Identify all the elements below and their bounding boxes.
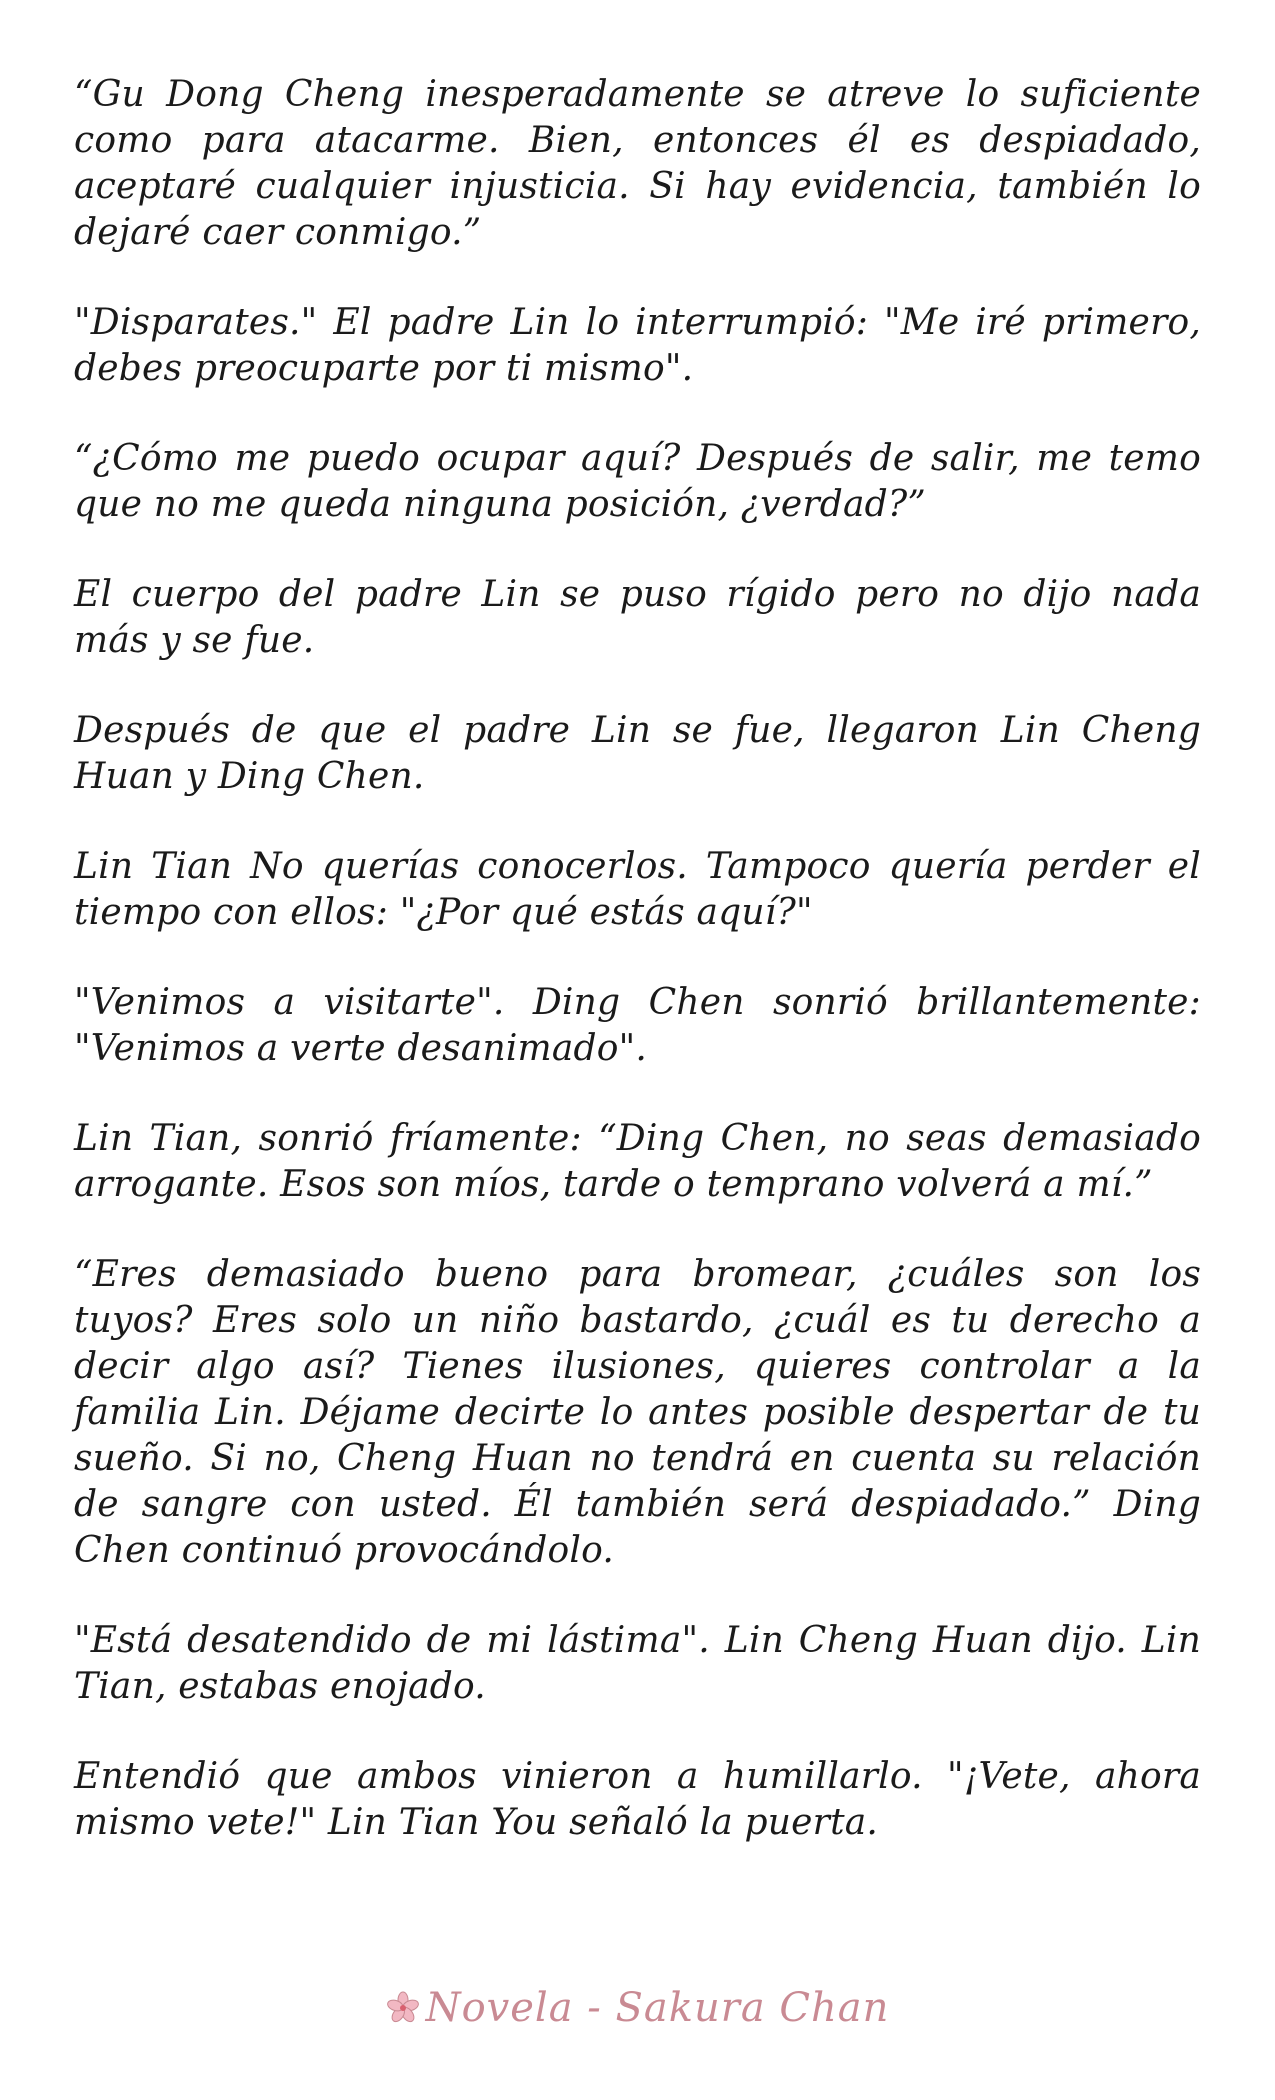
paragraph-2: "Disparates." El padre Lin lo interrumpió: "Me iré primero, debes preocuparte por ti mismo". xyxy=(74,302,1201,389)
footer-text: Novela - Sakura Chan xyxy=(425,1985,890,2031)
paragraph-6: Lin Tian No querías conocerlos. Tampoco quería perder el tiempo con ellos: "¿Por qué estás aquí?" xyxy=(74,846,1201,933)
paragraph-4: El cuerpo del padre Lin se puso rígido pero no dijo nada más y se fue. xyxy=(74,574,1201,661)
paragraph-1: “Gu Dong Cheng inesperadamente se atreve lo suficiente como para atacarme. Bien, entonces él es despiadado, aceptaré cualquier injusticia. Si hay evidencia, también lo dejaré caer conmigo.” xyxy=(74,74,1201,253)
paragraph-8: Lin Tian, sonrió fríamente: “Ding Chen, no seas demasiado arrogante. Esos son míos, tarde o temprano volverá a mí.” xyxy=(74,1118,1201,1205)
paragraph-3: “¿Cómo me puedo ocupar aquí? Después de salir, me temo que no me queda ninguna posición, ¿verdad?” xyxy=(74,438,1201,525)
paragraph-5: Después de que el padre Lin se fue, llegaron Lin Cheng Huan y Ding Chen. xyxy=(74,710,1201,797)
footer-watermark xyxy=(0,1985,1275,2031)
paragraph-7: "Venimos a visitarte". Ding Chen sonrió brillantemente: "Venimos a verte desanimado". xyxy=(74,982,1201,1069)
footer-brand xyxy=(386,1985,890,2031)
sakura-flower-icon xyxy=(386,1991,420,2025)
paragraph-9: “Eres demasiado bueno para bromear, ¿cuáles son los tuyos? Eres solo un niño bastardo, ¿cuál es tu derecho a decir algo así? Tienes ilusiones, quieres controlar a la familia Lin. Déjame decirte lo antes posible despertar de tu sueño. Si no, Cheng Huan no tendrá en cuenta su relación de sangre con usted. Él también será despiadado.” Ding Chen continuó provocándolo. xyxy=(74,1254,1201,1571)
paragraph-10: "Está desatendido de mi lástima". Lin Cheng Huan dijo. Lin Tian, estabas enojado. xyxy=(74,1620,1201,1707)
chapter-text xyxy=(74,72,1201,1890)
paragraph-11: Entendió que ambos vinieron a humillarlo. "¡Vete, ahora mismo vete!" Lin Tian You señaló la puerta. xyxy=(74,1756,1201,1843)
